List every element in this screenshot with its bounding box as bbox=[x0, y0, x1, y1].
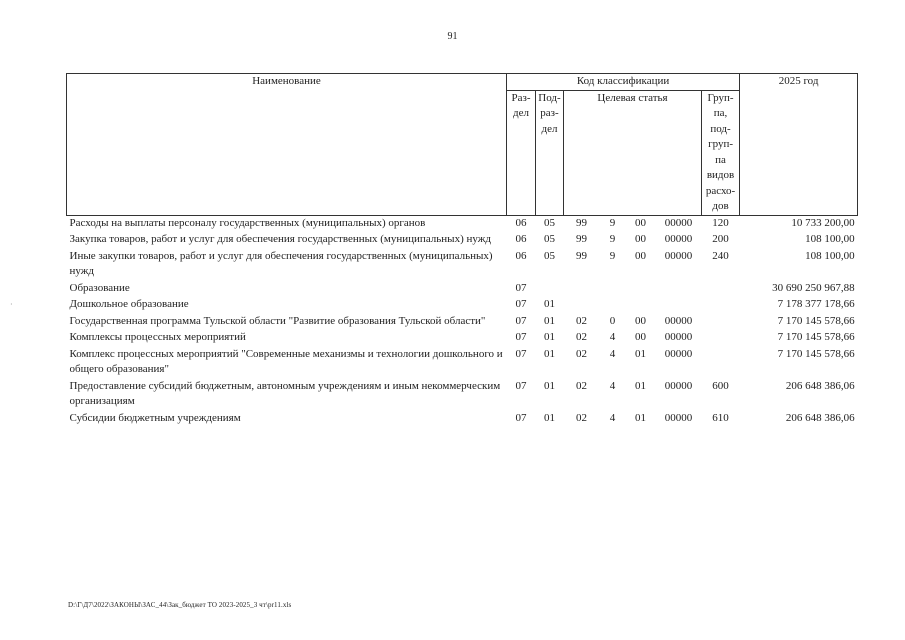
cell-pr: 05 bbox=[544, 233, 555, 245]
cell-rz: 07 bbox=[515, 281, 527, 294]
cell-sum: 108 100,00 bbox=[805, 249, 855, 262]
cell-vr: 610 bbox=[712, 411, 729, 424]
cell-d: 00000 bbox=[664, 216, 693, 229]
cell-b: 4 bbox=[609, 347, 616, 360]
cell-c: 00 bbox=[635, 314, 646, 327]
header-razdel: Раз-дел bbox=[507, 90, 536, 215]
cell-rz: 06 bbox=[515, 233, 527, 245]
cell-pr: 05 bbox=[544, 249, 555, 262]
cell-d: 00000 bbox=[664, 233, 693, 245]
cell-name: Предоставление субсидий бюджетным, автономным учреждениям и иным некоммерческим организациям bbox=[69, 379, 501, 407]
cell-d: 00000 bbox=[664, 249, 693, 262]
cell-a: 02 bbox=[576, 331, 587, 343]
cell-c: 01 bbox=[635, 379, 646, 392]
page-number: 91 bbox=[447, 31, 458, 42]
cell-name: Закупка товаров, работ и услуг для обеспечения государственных (муниципальных) нужд bbox=[69, 233, 491, 245]
cell-sum: 108 100,00 bbox=[805, 233, 855, 245]
cell-name: Дошкольное образование bbox=[69, 298, 189, 310]
cell-vr: 120 bbox=[712, 216, 729, 229]
cell-name: Иные закупки товаров, работ и услуг для обеспечения государственных (муниципальных) нужд bbox=[69, 249, 493, 277]
budget-table bbox=[66, 73, 858, 427]
table-row bbox=[67, 249, 858, 281]
cell-sum: 10 733 200,00 bbox=[791, 216, 855, 229]
cell-a: 02 bbox=[576, 411, 587, 424]
table-row bbox=[67, 297, 858, 314]
cell-c: 00 bbox=[635, 331, 646, 343]
cell-b: 9 bbox=[609, 216, 616, 229]
cell-a bbox=[564, 297, 600, 314]
cell-b: 4 bbox=[609, 331, 616, 343]
cell-b: 0 bbox=[609, 314, 616, 327]
cell-name: Образование bbox=[69, 281, 130, 294]
cell-rz: 06 bbox=[515, 216, 527, 229]
header-name: Наименование bbox=[67, 74, 507, 216]
table-row bbox=[67, 330, 858, 347]
cell-sum: 7 178 377 178,66 bbox=[777, 298, 855, 310]
cell-sum: 7 170 145 578,66 bbox=[777, 347, 855, 360]
cell-pr: 01 bbox=[544, 411, 555, 424]
table-row bbox=[67, 379, 858, 411]
cell-rz: 07 bbox=[515, 331, 527, 343]
cell-c: 01 bbox=[635, 347, 646, 360]
cell-b: 9 bbox=[609, 233, 616, 245]
cell-pr: 01 bbox=[544, 347, 555, 360]
cell-name: Государственная программа Тульской области "Развитие образования Тульской области" bbox=[69, 314, 486, 327]
cell-c: 01 bbox=[635, 411, 646, 424]
table-row bbox=[67, 215, 858, 232]
table-row bbox=[67, 411, 858, 428]
cell-b: 4 bbox=[609, 411, 616, 424]
header-tselevaya: Целевая статья bbox=[564, 90, 702, 215]
cell-rz: 07 bbox=[515, 379, 527, 392]
cell-a bbox=[564, 281, 600, 298]
cell-sum: 7 170 145 578,66 bbox=[777, 331, 855, 343]
cell-sum: 206 648 386,06 bbox=[785, 411, 855, 424]
cell-name: Расходы на выплаты персоналу государственных (муниципальных) органов bbox=[69, 216, 426, 229]
header-podrazdel: Под-раз-дел bbox=[536, 90, 564, 215]
cell-d: 00000 bbox=[664, 347, 693, 360]
header-gruppa: Груп-па, под-груп-па видов расхо-дов bbox=[702, 90, 740, 215]
cell-pr bbox=[536, 281, 564, 298]
cell-pr: 01 bbox=[544, 379, 555, 392]
cell-sum: 206 648 386,06 bbox=[785, 379, 855, 392]
cell-pr: 01 bbox=[544, 314, 555, 327]
cell-a: 99 bbox=[576, 216, 587, 229]
cell-vr bbox=[702, 281, 740, 298]
budget-table-container bbox=[66, 73, 857, 427]
cell-d bbox=[656, 297, 702, 314]
table-row bbox=[67, 281, 858, 298]
table-row bbox=[67, 232, 858, 249]
cell-c: 00 bbox=[635, 249, 646, 262]
cell-d: 00000 bbox=[664, 314, 693, 327]
cell-d: 00000 bbox=[664, 331, 693, 343]
cell-sum: 30 690 250 967,88 bbox=[772, 281, 855, 294]
header-code: Код классификации bbox=[507, 74, 740, 91]
cell-d bbox=[656, 281, 702, 298]
cell-rz: 06 bbox=[515, 249, 527, 262]
cell-rz: 07 bbox=[515, 347, 527, 360]
cell-b bbox=[600, 297, 626, 314]
cell-vr bbox=[702, 297, 740, 314]
cell-c bbox=[626, 297, 656, 314]
header-year: 2025 год bbox=[740, 74, 858, 216]
cell-name: Комплексы процессных мероприятий bbox=[69, 331, 246, 343]
cell-name: Субсидии бюджетным учреждениям bbox=[69, 411, 241, 424]
cell-b bbox=[600, 281, 626, 298]
table-row bbox=[67, 347, 858, 379]
cell-pr: 01 bbox=[544, 298, 555, 310]
cell-d: 00000 bbox=[664, 411, 693, 424]
cell-c: 00 bbox=[635, 233, 646, 245]
cell-d: 00000 bbox=[664, 379, 693, 392]
cell-b: 4 bbox=[609, 379, 616, 392]
cell-rz: 07 bbox=[515, 411, 527, 424]
cell-vr bbox=[702, 347, 740, 379]
cell-b: 9 bbox=[609, 249, 616, 262]
cell-pr: 01 bbox=[544, 331, 555, 343]
cell-a: 02 bbox=[576, 314, 587, 327]
cell-a: 02 bbox=[576, 347, 587, 360]
cell-name: Комплекс процессных мероприятий "Современные механизмы и технологии дошкольного и общего образования" bbox=[69, 347, 503, 375]
cell-vr bbox=[702, 330, 740, 347]
file-path-footer: D:\Г\Д7\2022\ЗАКОНЫ\ЗАС_44\Зак_бюджет ТО 2023-2025_3 чт\pr11.xls bbox=[68, 601, 292, 609]
margin-mark: · bbox=[10, 300, 13, 309]
cell-rz: 07 bbox=[515, 298, 527, 310]
cell-rz: 07 bbox=[515, 314, 527, 327]
cell-c: 00 bbox=[635, 216, 646, 229]
cell-vr: 200 bbox=[712, 233, 729, 245]
cell-a: 99 bbox=[576, 249, 587, 262]
cell-a: 02 bbox=[576, 379, 587, 392]
cell-c bbox=[626, 281, 656, 298]
cell-vr: 240 bbox=[712, 249, 729, 262]
cell-vr: 600 bbox=[712, 379, 729, 392]
cell-pr: 05 bbox=[544, 216, 555, 229]
table-body bbox=[67, 215, 858, 427]
cell-a: 99 bbox=[576, 233, 587, 245]
cell-vr bbox=[702, 314, 740, 331]
table-row bbox=[67, 314, 858, 331]
cell-sum: 7 170 145 578,66 bbox=[777, 314, 855, 327]
